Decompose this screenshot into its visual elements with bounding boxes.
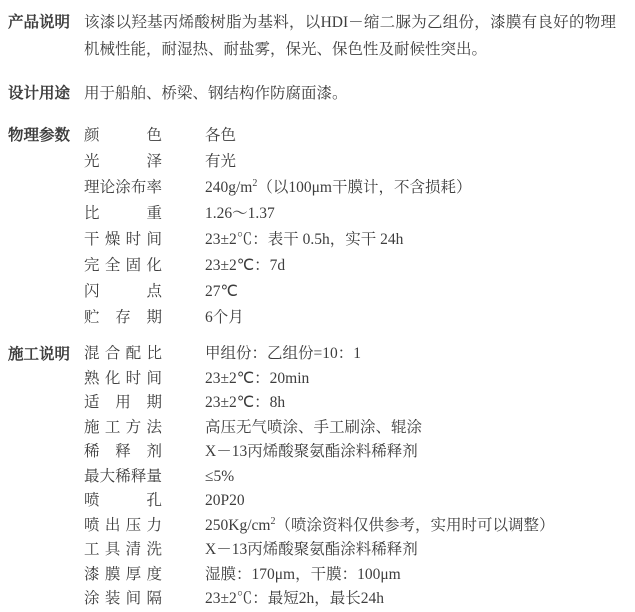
param-label: 漆膜厚度 <box>84 565 162 583</box>
param-row-flash-point <box>84 279 616 305</box>
param-row-specific-gravity <box>84 201 616 227</box>
param-row-pot-life <box>84 391 616 416</box>
param-row-shelf-life <box>84 305 616 331</box>
param-value: 湿膜：170μm，干膜：100μm <box>205 565 401 583</box>
param-value: 1.26～1.37 <box>205 205 275 222</box>
param-label: 稀释剂 <box>84 443 162 460</box>
param-label: 喷出压力 <box>84 516 162 534</box>
param-value: 高压无气喷涂、手工刷涂、辊涂 <box>205 418 423 436</box>
param-label: 混合配比 <box>84 345 162 362</box>
value-note: （以100μm干膜计，不含损耗） <box>257 179 472 196</box>
param-value: 6个月 <box>205 309 244 326</box>
param-row-color <box>84 123 616 149</box>
param-value: X－13丙烯酸聚氨酯涂料稀释剂 <box>205 443 418 460</box>
design-purpose-text: 用于船舶、桥梁、钢结构作防腐面漆。 <box>84 85 348 102</box>
param-value: X－13丙烯酸聚氨酯涂料稀释剂 <box>205 541 418 558</box>
value-superscript: 2 <box>270 515 276 527</box>
param-value: 23±2℃：8h <box>205 394 286 411</box>
param-row-tool-cleaning <box>84 538 616 563</box>
section-body-physical-params <box>84 123 616 331</box>
param-value: 有光 <box>205 153 237 170</box>
param-row-gloss <box>84 149 616 175</box>
param-label: 光泽 <box>84 153 162 170</box>
param-row-induction-time <box>84 367 616 392</box>
param-row-nozzle <box>84 489 616 514</box>
param-label: 比重 <box>84 205 162 222</box>
section-design-purpose <box>0 80 635 107</box>
param-value: 23±2℃：最短2h，最长24h <box>205 590 385 607</box>
param-row-application-method <box>84 416 616 441</box>
param-value: 各色 <box>205 127 237 144</box>
value-main: 250Kg/cm <box>205 516 271 534</box>
section-heading-design-purpose: 设计用途 <box>8 85 71 102</box>
param-row-spray-pressure <box>84 514 616 539</box>
param-row-mixing-ratio <box>84 342 616 367</box>
param-row-drying-time <box>84 227 616 253</box>
section-application-instructions <box>0 342 635 612</box>
param-value: 27℃ <box>205 283 238 300</box>
param-label: 涂装间隔 <box>84 590 162 607</box>
product-description-text: 该漆以羟基丙烯酸树脂为基料，以HDI－缩二脲为乙组份，漆膜有良好的物理机械性能，耐湿热、耐盐雾，保光、保色性及耐候性突出。 <box>84 14 616 58</box>
param-value: 23±2℃：7d <box>205 257 286 274</box>
section-heading-application-instructions: 施工说明 <box>8 346 71 363</box>
section-body-design-purpose <box>84 80 616 107</box>
param-row-film-thickness <box>84 563 616 588</box>
param-label: 颜色 <box>84 127 162 144</box>
param-row-theoretical-coverage <box>84 175 616 201</box>
param-value: 20P20 <box>205 492 245 509</box>
value-main: 240g/m <box>205 179 253 196</box>
section-heading-product-description: 产品说明 <box>8 14 71 31</box>
param-value: 23±2℃：20min <box>205 369 310 387</box>
param-label: 熟化时间 <box>84 369 162 387</box>
section-body-application-instructions <box>84 342 616 612</box>
param-value <box>205 514 554 539</box>
section-product-description <box>0 9 635 63</box>
param-label: 理论涂布率 <box>84 179 162 196</box>
value-note: （喷涂资料仅供参考，实用时可以调整） <box>275 516 555 534</box>
param-row-max-thinning <box>84 465 616 490</box>
param-value: 甲组份：乙组份=10：1 <box>205 345 361 362</box>
param-row-thinner <box>84 440 616 465</box>
param-label: 施工方法 <box>84 418 162 436</box>
param-label: 工具清洗 <box>84 541 162 558</box>
section-heading-physical-params: 物理参数 <box>8 127 71 144</box>
param-label: 闪点 <box>84 283 162 300</box>
param-label: 贮存期 <box>84 309 162 326</box>
param-row-full-cure <box>84 253 616 279</box>
param-label: 适用期 <box>84 394 162 411</box>
param-label: 干燥时间 <box>84 231 162 248</box>
param-label: 喷孔 <box>84 492 162 509</box>
param-label: 完全固化 <box>84 257 162 274</box>
param-label: 最大稀释量 <box>84 467 162 485</box>
value-superscript: 2 <box>252 177 258 189</box>
param-row-recoat-interval <box>84 587 616 612</box>
section-physical-params <box>0 123 635 331</box>
param-value: 23±2℃：表干 0.5h，实干 24h <box>205 231 404 248</box>
section-body-product-description <box>84 9 616 63</box>
param-value <box>205 175 472 201</box>
param-value: ≤5% <box>205 467 235 485</box>
